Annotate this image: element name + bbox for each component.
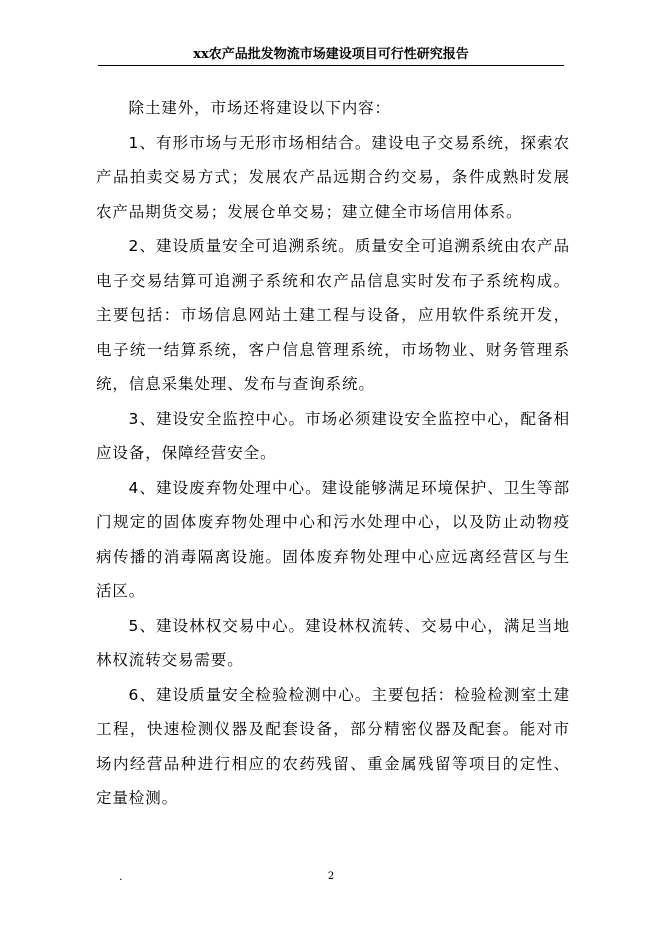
body-paragraph-item-1: 1、有形市场与无形市场相结合。建设电子交易系统，探索农产品拍卖交易方式；发展农产品远期合约交易，条件成熟时发展农产品期货交易；发展仓单交易；建立健全市场信用体系。	[96, 133, 570, 221]
document-body	[96, 91, 570, 816]
body-paragraph-item-3: 3、建设安全监控中心。市场必须建设安全监控中心，配备相应设备，保障经营安全。	[96, 409, 570, 462]
body-paragraph-intro: 除土建外，市场还将建设以下内容：	[128, 99, 391, 117]
page-header-title: xx农产品批发物流市场建设项目可行性研究报告	[193, 47, 469, 62]
page-number: 2	[327, 871, 335, 882]
footer-marker: .	[119, 870, 123, 883]
body-paragraph-item-5: 5、建设林权交易中心。建设林权流转、交易中心，满足当地林权流转交易需要。	[96, 616, 570, 669]
body-paragraph-item-2: 2、建设质量安全可追溯系统。质量安全可追溯系统由农产品电子交易结算可追溯子系统和农产品信息实时发布子系统构成。主要包括：市场信息网站土建工程与设备，应用软件系统开发，电子统一结算系统，客户信息管理系统，市场物业、财务管理系统，信息采集处理、发布与查询系统。	[96, 237, 570, 393]
header-divider	[98, 65, 564, 66]
body-paragraph-item-6: 6、建设质量安全检验检测中心。主要包括：检验检测室土建工程，快速检测仪器及配套设备，部分精密仪器及配套。能对市场内经营品种进行相应的农药残留、重金属残留等项目的定性、定量检测。	[96, 685, 570, 807]
body-paragraph-item-4: 4、建设废弃物处理中心。建设能够满足环境保护、卫生等部门规定的固体废弃物处理中心和污水处理中心，以及防止动物疫病传播的消毒隔离设施。固体废弃物处理中心应远离经营区与生活区。	[96, 478, 570, 600]
